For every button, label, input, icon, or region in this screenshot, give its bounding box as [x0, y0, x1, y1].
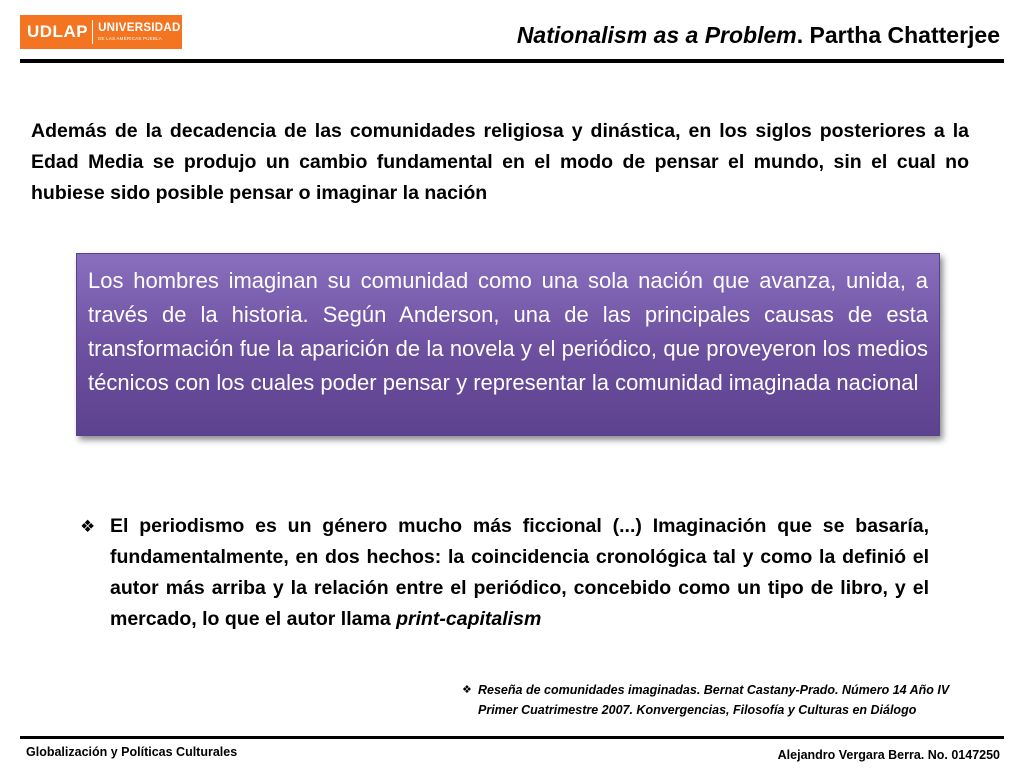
logo-university: UNIVERSIDAD — [98, 22, 181, 34]
slide-title — [517, 22, 1000, 49]
bullet-item — [80, 511, 929, 635]
header-rule — [20, 59, 1004, 63]
footer-course: Globalización y Políticas Culturales — [26, 745, 238, 759]
bullet-text-body: El periodismo es un género mucho más ficcional (...) Imaginación que se basaría, fundamentalmente, en dos hechos: la coincidencia cronológica tal y como la definió el autor más arriba y la relación entre el periódico, concebido como un tipo de libro, y el mercado, lo que el autor llama — [110, 515, 929, 630]
udlap-logo — [20, 15, 182, 49]
reference-line-2: Primer Cuatrimestre 2007. Konvergencias, Filosofía y Culturas en Diálogo — [478, 703, 917, 717]
bullet-text — [110, 511, 929, 635]
logo-divider — [92, 20, 93, 44]
footer-author: Alejandro Vergara Berra. No. 0147250 — [777, 748, 1000, 762]
logo-university-block — [98, 23, 181, 41]
logo-brand: UDLAP — [27, 22, 89, 41]
reference-note — [462, 680, 1002, 720]
reference-diamond-icon: ❖ — [462, 684, 472, 696]
reference-text — [478, 680, 949, 720]
reference-line-1: Reseña de comunidades imaginadas. Bernat Castany-Prado. Número 14 Año IV — [478, 683, 950, 697]
slide-title-italic: Nationalism as a Problem — [516, 22, 797, 48]
bullet-text-emphasis: print-capitalism — [396, 608, 542, 630]
bullet-diamond-icon: ❖ — [80, 517, 96, 536]
logo-subtitle: DE LAS AMÉRICAS PUEBLA — [98, 35, 162, 41]
slide-title-author: . Partha Chatterjee — [796, 22, 1000, 48]
highlight-box — [76, 253, 940, 436]
footer-rule — [20, 736, 1004, 739]
intro-paragraph: Además de la decadencia de las comunidades religiosa y dinástica, en los siglos posteriores a la Edad Media se produjo un cambio fundamental en el modo de pensar el mundo, sin el cual no hubiese sido posible pensar o imaginar la nación — [31, 120, 969, 204]
highlight-box-text: Los hombres imaginan su comunidad como una sola nación que avanza, unida, a través de la historia. Según Anderson, una de las principales causas de esta transformación fue la aparición de la novela y el periódico, que proveyeron los medios técnicos con los cuales poder pensar y representar la comunidad imaginada nacional — [88, 268, 928, 395]
